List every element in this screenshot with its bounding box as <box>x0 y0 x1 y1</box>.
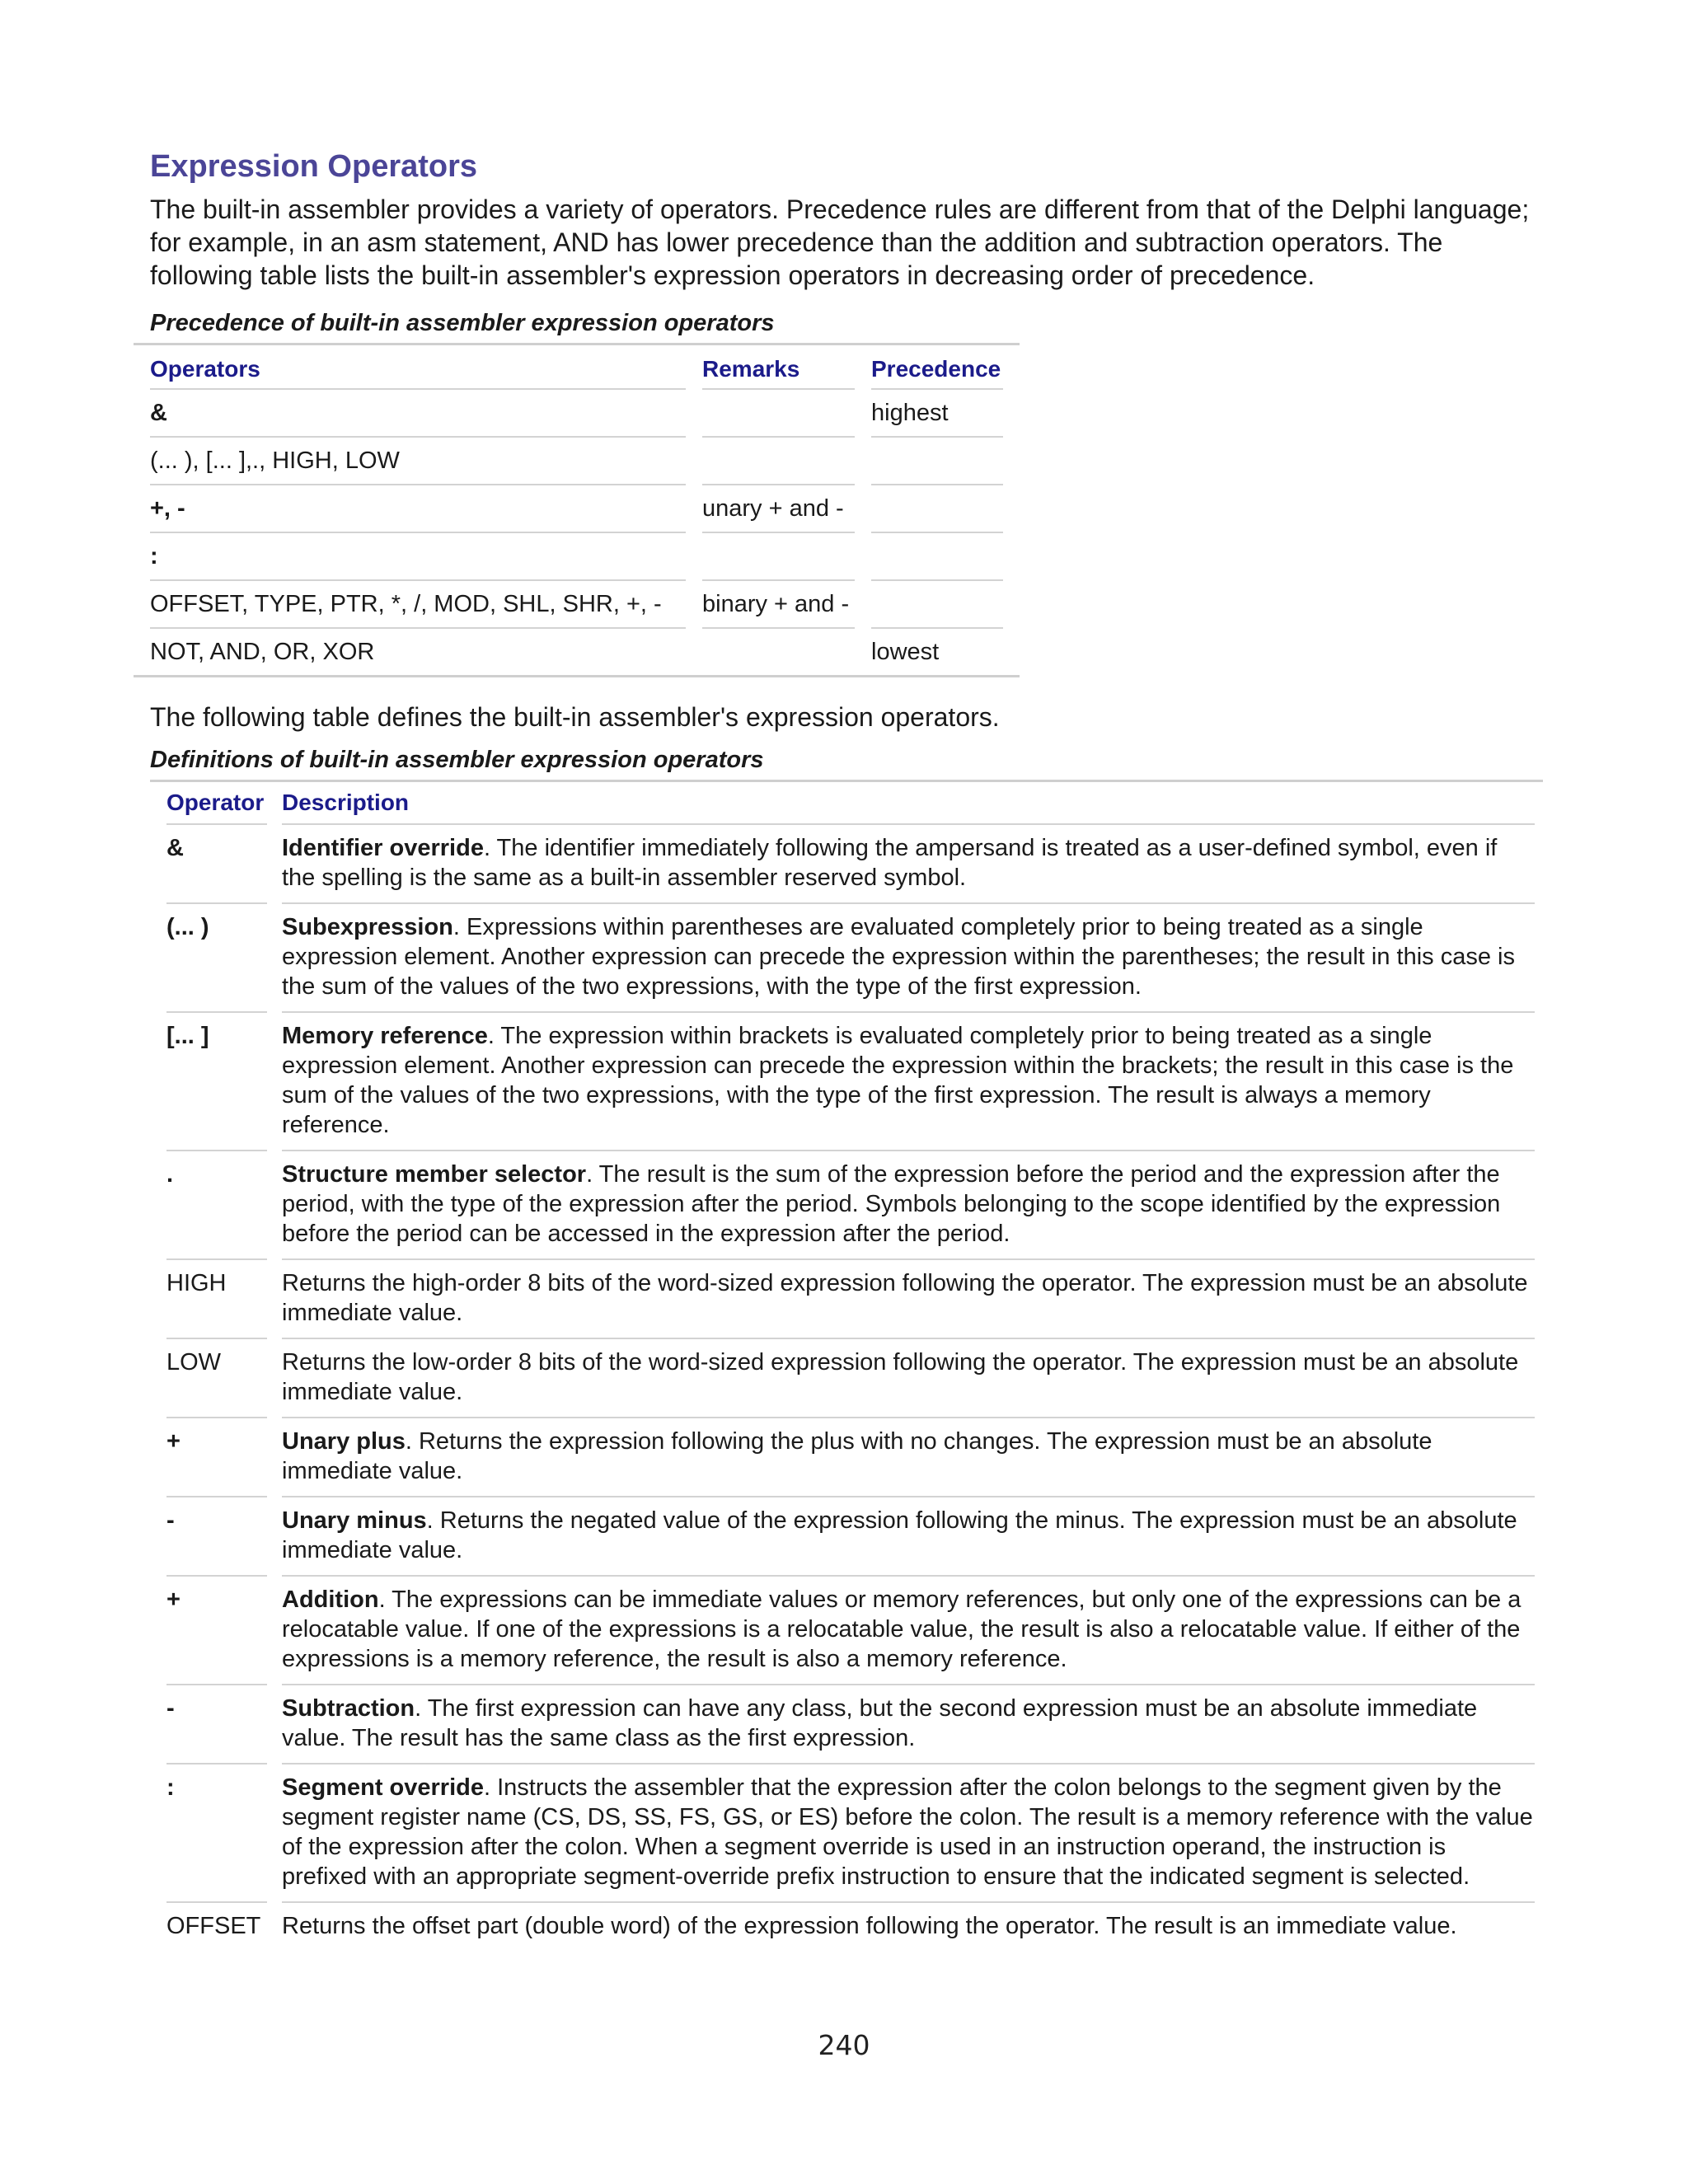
description-cell <box>282 1417 1535 1496</box>
precedence-cell <box>871 581 1003 629</box>
page-content <box>150 145 1543 1951</box>
precedence-cell <box>871 533 1003 581</box>
definitions-header-row <box>150 782 1543 823</box>
description-text: . The first expression can have any class, but the second expression must be an absolute immediate value. The result has the same class as the first expression. <box>282 1695 1478 1751</box>
operators-cell: NOT, AND, OR, XOR <box>150 638 375 665</box>
remarks-cell <box>702 390 855 438</box>
table-row <box>150 1417 1543 1496</box>
definitions-intro: The following table defines the built-in assembler's expression operators. <box>150 702 1000 732</box>
description-cell <box>282 823 1535 902</box>
intro-paragraph: The built-in assembler provides a variety of operators. Precedence rules are different from that of the Delphi language; for example, in an asm statement, AND has lower precedence than the addition and subtraction operators. The following table lists the built-in assembler's expression operators in decreasing order of precedence. <box>150 194 1530 290</box>
description-cell <box>282 1763 1535 1901</box>
description-text: . Expressions within parentheses are evaluated completely prior to being treated as a single expression element. Another expression can precede the expression within the parentheses; the result in this case is the sum of the values of the two expressions, with the type of the first expression. <box>282 914 1515 1000</box>
description-term: Addition <box>282 1586 379 1613</box>
precedence-cell <box>871 485 1003 533</box>
description-term: Subexpression <box>282 914 453 940</box>
remarks-cell: binary + and - <box>702 581 855 629</box>
definitions-table <box>150 780 1543 1951</box>
description-text: . Returns the negated value of the expression following the minus. The expression must be an absolute immediate value. <box>282 1507 1517 1563</box>
table-row <box>150 823 1543 902</box>
operator-cell: - <box>166 1684 267 1733</box>
table-row <box>150 1338 1543 1417</box>
description-text: . Returns the expression following the plus with no changes. The expression must be an absolute immediate value. <box>282 1428 1432 1484</box>
description-text: Returns the high-order 8 bits of the word-sized expression following the operator. The expression must be an absolute immediate value. <box>282 1270 1528 1326</box>
table-row <box>150 1496 1543 1575</box>
operator-cell: OFFSET <box>166 1901 267 1951</box>
precedence-cell: highest <box>871 390 1003 438</box>
operators-cell: (... ), [... ],., HIGH, LOW <box>150 438 686 485</box>
operator-cell: : <box>166 1763 267 1812</box>
description-cell <box>282 1338 1535 1417</box>
table-row <box>150 1684 1543 1763</box>
operators-cell: & <box>150 390 686 438</box>
description-term: Segment override <box>282 1774 484 1801</box>
table-row <box>150 902 1543 1011</box>
table-row <box>150 485 1003 533</box>
operators-cell: : <box>150 533 686 581</box>
description-cell <box>282 1150 1535 1258</box>
operators-cell: OFFSET, TYPE, PTR, *, /, MOD, SHL, SHR, +, - <box>150 581 686 629</box>
description-term: Unary plus <box>282 1428 406 1455</box>
description-cell <box>282 1011 1535 1150</box>
table-row <box>150 629 1003 675</box>
description-text: Returns the low-order 8 bits of the word-sized expression following the operator. The expression must be an absolute immediate value. <box>282 1349 1519 1405</box>
operator-cell: LOW <box>166 1338 267 1387</box>
operator-cell: - <box>166 1496 267 1545</box>
description-text: . The identifier immediately following the ampersand is treated as a user-defined symbol, even if the spelling is the same as a built-in assembler reserved symbol. <box>282 835 1498 891</box>
table-row <box>150 1150 1543 1258</box>
table-row <box>150 390 1003 438</box>
remarks-cell: unary + and - <box>702 485 855 533</box>
definitions-table-caption: Definitions of built-in assembler expression operators <box>150 747 764 773</box>
table-row <box>150 1011 1543 1150</box>
description-term: Identifier override <box>282 835 484 861</box>
operator-cell: (... ) <box>166 902 267 952</box>
description-cell <box>282 1575 1535 1684</box>
precedence-cell: lowest <box>871 638 940 665</box>
description-text: . The result is the sum of the expression before the period and the expression after the period, with the type of the expression after the period. Symbols belonging to the scope identified by the expression before the period can be accessed in the expression after the period. <box>282 1161 1501 1247</box>
precedence-table-caption: Precedence of built-in assembler expression operators <box>150 310 775 336</box>
table-row <box>150 533 1003 581</box>
operator-cell: . <box>166 1150 267 1199</box>
remarks-cell <box>702 533 855 581</box>
description-text: . The expression within brackets is evaluated completely prior to being treated as a single expression element. Another expression can precede the expression within the brackets; the result in this case is the sum of the values of the two expressions, with the type of the first expression. The result is always a memory reference. <box>282 1023 1514 1138</box>
remarks-cell <box>702 629 855 675</box>
page-title: Expression Operators <box>150 149 478 184</box>
header-operators: Operators <box>150 345 686 390</box>
operators-cell: +, - <box>150 485 686 533</box>
description-cell <box>282 1684 1535 1763</box>
page-number: 240 <box>818 2029 870 2061</box>
operator-cell: + <box>166 1575 267 1624</box>
description-cell <box>282 902 1535 1011</box>
description-text: Returns the offset part (double word) of the expression following the operator. The result is an immediate value. <box>282 1913 1457 1939</box>
remarks-cell <box>702 438 855 485</box>
header-operator: Operator <box>166 790 265 815</box>
description-text: . Instructs the assembler that the expression after the colon belongs to the segment given by the segment register name (CS, DS, SS, FS, GS, or ES) before the colon. The result is a memory reference with the value of the expression after the colon. When a segment override is used in an instruction operand, the instruction is prefixed with an appropriate segment-override prefix instruction to ensure that the indicated segment is selected. <box>282 1774 1533 1890</box>
description-text: . The expressions can be immediate values or memory references, but only one of the expressions can be a relocatable value. If one of the expressions is a relocatable value, the result is also a relocatable value. If either of the expressions is a memory reference, the result is also a memory reference. <box>282 1586 1522 1672</box>
operator-cell: & <box>166 823 267 873</box>
precedence-table <box>134 343 1020 677</box>
precedence-cell <box>871 438 1003 485</box>
operator-cell: + <box>166 1417 267 1466</box>
description-cell <box>282 1901 1535 1951</box>
header-description: Description <box>282 790 410 815</box>
operator-cell: HIGH <box>166 1258 267 1308</box>
operator-cell: [... ] <box>166 1011 267 1061</box>
description-term: Structure member selector <box>282 1161 587 1188</box>
definitions-rows <box>150 823 1543 1951</box>
table-row <box>150 581 1003 629</box>
table-row <box>150 1258 1543 1338</box>
description-cell <box>282 1258 1535 1338</box>
header-remarks: Remarks <box>702 345 855 390</box>
description-cell <box>282 1496 1535 1575</box>
description-term: Memory reference <box>282 1023 488 1049</box>
header-precedence: Precedence <box>871 345 1003 390</box>
description-term: Unary minus <box>282 1507 427 1534</box>
description-term: Subtraction <box>282 1695 415 1722</box>
table-row <box>150 438 1003 485</box>
table-row <box>150 1763 1543 1901</box>
table-row <box>150 1575 1543 1684</box>
table-row <box>150 1901 1543 1951</box>
